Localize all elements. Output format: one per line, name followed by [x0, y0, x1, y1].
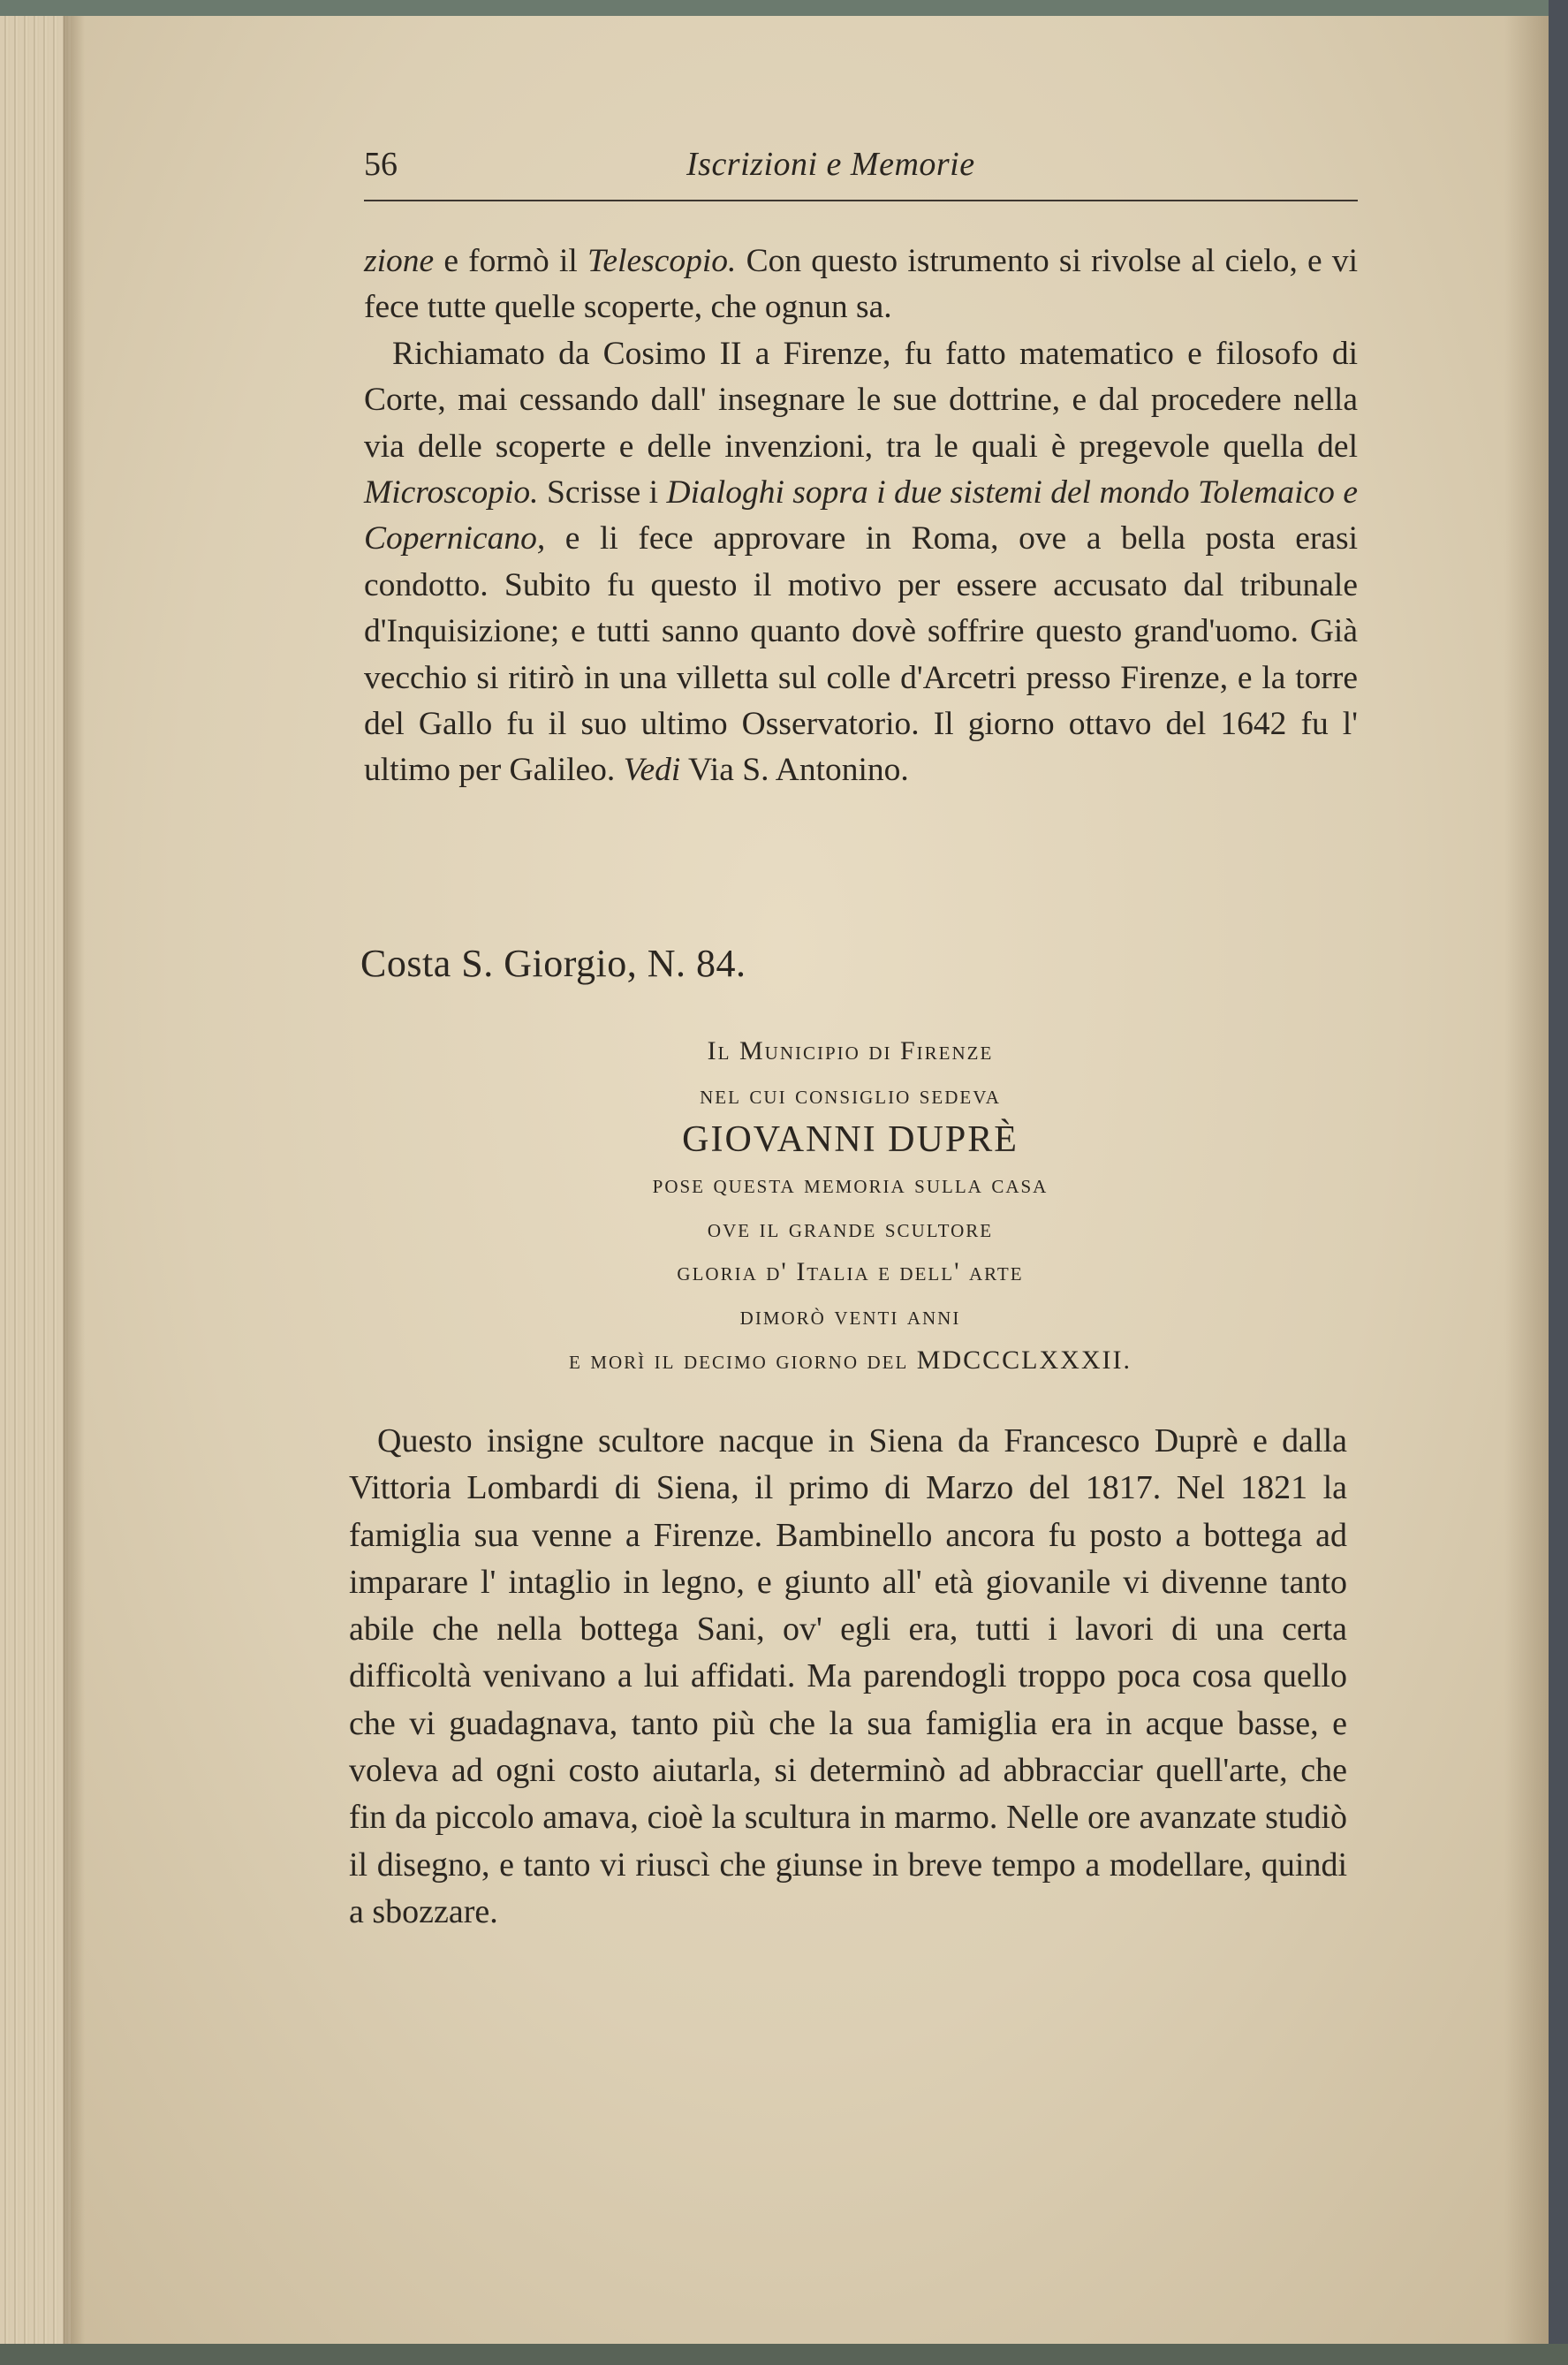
section-heading: Costa S. Giorgio, N. 84.	[360, 942, 746, 985]
text-italic: zione	[364, 243, 435, 279]
paragraph-galileo	[364, 331, 1358, 794]
text-italic: Dialoghi sopra i due sistemi del mondo Tolemaico e Copernicano,	[364, 474, 1358, 557]
inscription-line: dimorò venti anni	[739, 1300, 961, 1330]
text-run: Via S. Antonino.	[680, 752, 909, 789]
text-run: e li fece approvare in Roma, ove a bella posta erasi condotto. Subito fu questo il motivo per essere accusato dal tribunale d'Inquisizione; e tutti sanno quanto dovè soffrire questo grand'uomo. Già vecchio si ritirò in una villetta sul colle d'Arcetri presso Firenze, e la torre del Gallo fu il suo ultimo Osservatorio. Il giorno ottavo del 1642 fu l' ultimo per Galileo.	[364, 520, 1358, 789]
text-run: e formò il	[434, 243, 587, 279]
text-run: Scrisse i	[538, 474, 667, 512]
running-title: Iscrizioni e Memorie	[686, 146, 975, 183]
galileo-text	[364, 239, 1358, 794]
inscription-line: e morì il decimo giorno del MDCCCLXXXII.	[569, 1345, 1132, 1375]
inscription-line: ove il grande scultore	[707, 1213, 994, 1243]
header-rule	[364, 200, 1358, 201]
text-italic: Vedi	[623, 752, 681, 789]
page-number: 56	[364, 146, 398, 183]
inscription-line: nel cui consiglio sedeva	[700, 1080, 1001, 1110]
inscription	[353, 1029, 1347, 1382]
inscription-line: pose questa memoria sulla casa	[652, 1170, 1049, 1200]
text-run: Con questo istrumento si rivolse al cielo, e vi fece tutte quelle scoperte, che ognun sa.	[364, 243, 1358, 326]
text-italic: Telescopio.	[587, 243, 737, 279]
paragraph-continuation	[364, 239, 1358, 331]
inscription-line: Il Municipio di Firenze	[707, 1036, 994, 1065]
inscription-name: GIOVANNI DUPRÈ	[682, 1119, 1019, 1161]
dupre-text	[349, 1418, 1347, 1936]
paragraph-dupre: Questo insigne scultore nacque in Siena da Francesco Duprè e dalla Vittoria Lombardi di Siena, il primo di Marzo del 1817. Nel 1821 la famiglia sua venne a Firenze. Bambinello ancora fu posto a bottega ad imparare l' intaglio in legno, e giunto all' età giovanile vi divenne tanto abile che nella bottega Sani, ov' egli era, tutti i lavori di una certa difficoltà venivano a lui affidati. Ma parendogli troppo poca cosa quello che vi guadagnava, tanto più che la sua famiglia era in acque basse, e voleva ad ogni costo aiutarla, si determinò ad abbracciar quell'arte, che fin da piccolo amava, cioè la scultura in marmo. Nelle ore avanzate studiò il disegno, e tanto vi riuscì che giunse in breve tempo a modellare, quindi a sbozzare.	[349, 1422, 1347, 1930]
text-italic: Microscopio.	[364, 474, 539, 512]
text-run: Richiamato da Cosimo II a Firenze, fu fatto matematico e filosofo di Corte, mai cessando dall' insegnare le sue dottrine, e dal procedere nella via delle scoperte e delle invenzioni, tra le quali è pregevole quella del	[364, 335, 1358, 465]
inscription-line: gloria d' Italia e dell' arte	[677, 1257, 1024, 1287]
running-header	[364, 141, 1358, 194]
